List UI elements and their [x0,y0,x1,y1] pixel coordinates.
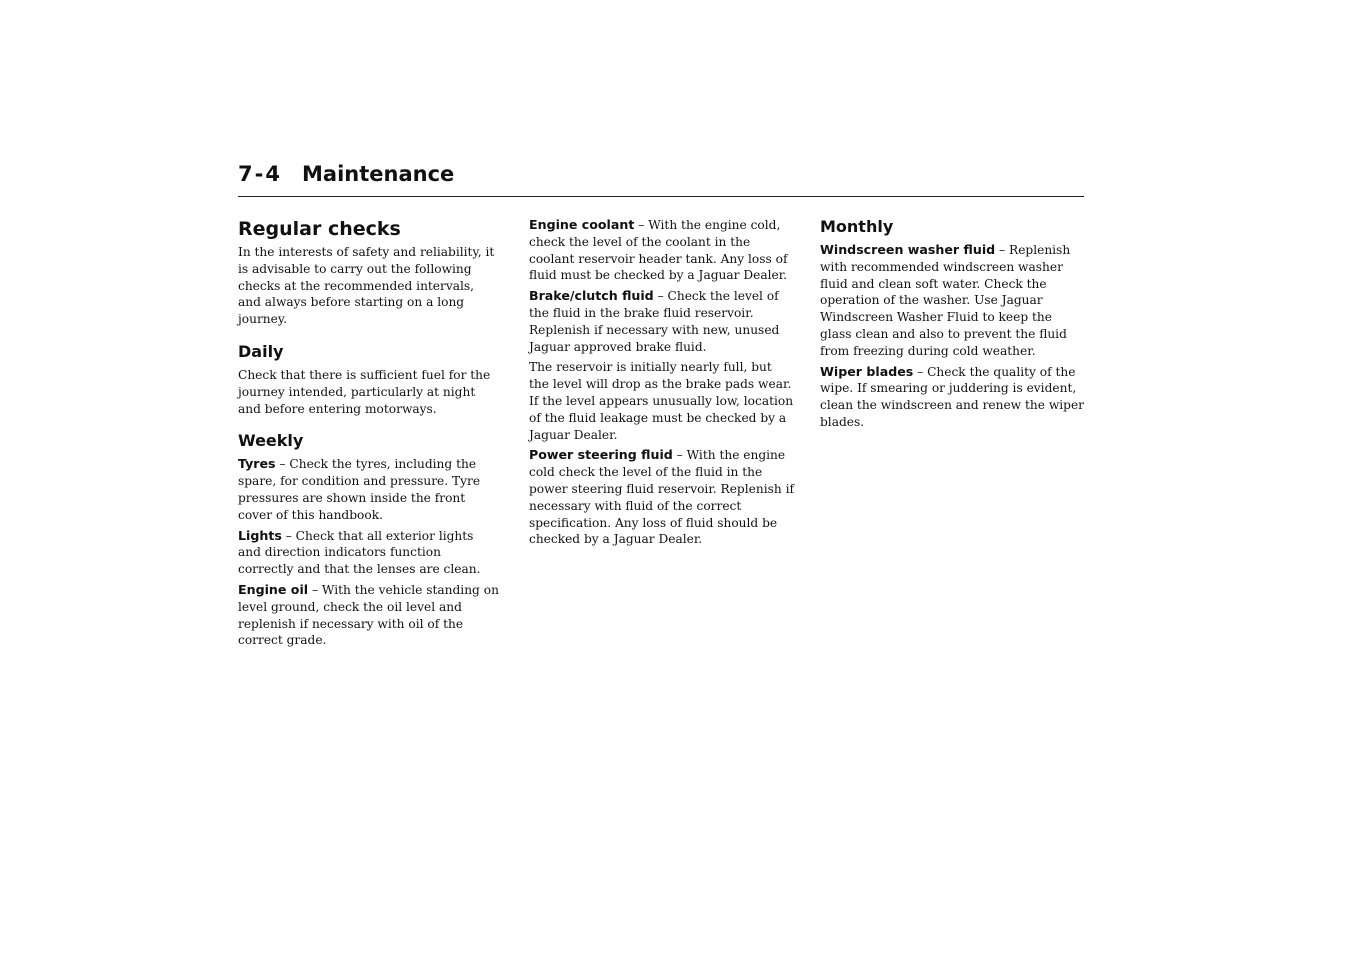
page-number: 7-4 [238,162,282,186]
monthly-item-wiper-blades [820,364,1084,431]
column-middle [529,217,794,552]
weekly-item-power-steering-fluid [529,447,794,548]
chapter-title: Maintenance [302,162,455,186]
weekly-item-term: Brake/clutch fluid [529,288,654,304]
weekly-heading: Weekly [238,431,304,451]
weekly-item-text: – Check the tyres, including the spare, for condition and pressure. Tyre pressures are shown inside the front cover of this handbook. [238,457,481,522]
monthly-item-term: Wiper blades [820,363,914,379]
weekly-item-tyres [238,456,500,523]
weekly-item-term: Engine oil [238,581,309,597]
weekly-item-text: – Check that all exterior lights and direction indicators function correctly and that the lenses are clean. [238,528,481,577]
daily-text: Check that there is sufficient fuel for the journey intended, particularly at night and before entering motorways. [238,367,491,416]
weekly-item-text: – With the engine cold check the level of the fluid in the power steering fluid reservoir. Replenish if necessary with fluid of the correct specification. Any loss of fluid should be checked by a Jaguar Dealer. [529,448,794,547]
weekly-item-term: Lights [238,527,282,543]
weekly-item-lights [238,528,500,578]
weekly-item-brake-clutch-fluid [529,288,794,355]
weekly-item-text: – With the engine cold, check the level of the coolant in the coolant reservoir header tank. Any loss of fluid must be checked by a Jaguar Dealer. [529,218,788,283]
weekly-item-engine-coolant [529,217,794,284]
column-left [238,217,500,653]
brake-reservoir-note: The reservoir is initially nearly full, but the level will drop as the brake pads wear. If the level appears unusually low, location of the fluid leakage must be checked by a Jaguar Dealer. [529,360,794,442]
monthly-item-term: Windscreen washer fluid [820,242,996,257]
daily-heading: Daily [238,341,284,361]
monthly-heading: Monthly [820,217,894,236]
weekly-item-engine-oil [238,582,500,649]
weekly-item-term: Tyres [238,456,276,472]
regular-checks-heading: Regular checks [238,218,401,240]
column-right [820,217,1084,435]
weekly-item-text: – With the vehicle standing on level ground, check the oil level and replenish if necessary with oil of the correct grade. [238,582,499,648]
monthly-item-windscreen-washer-fluid [820,242,1084,360]
monthly-item-text: – Check the quality of the wipe. If smearing or juddering is evident, clean the windscreen and renew the wiper blades. [820,364,1084,429]
weekly-item-text: – Check the level of the fluid in the brake fluid reservoir. Replenish if necessary with new, unused Jaguar approved brake fluid. [529,289,780,354]
page-header [238,158,1084,197]
monthly-item-text: – Replenish with recommended windscreen washer fluid and clean soft water. Check the operation of the washer. Use Jaguar Windscreen Washer Fluid to keep the glass clean and also to prevent the fluid from freezing during cold weather. [820,243,1071,358]
regular-checks-intro: In the interests of safety and reliability, it is advisable to carry out the following checks at the recommended intervals, and always before starting on a long journey. [238,245,495,327]
weekly-item-term: Power steering fluid [529,447,673,463]
weekly-item-term: Engine coolant [529,217,635,232]
